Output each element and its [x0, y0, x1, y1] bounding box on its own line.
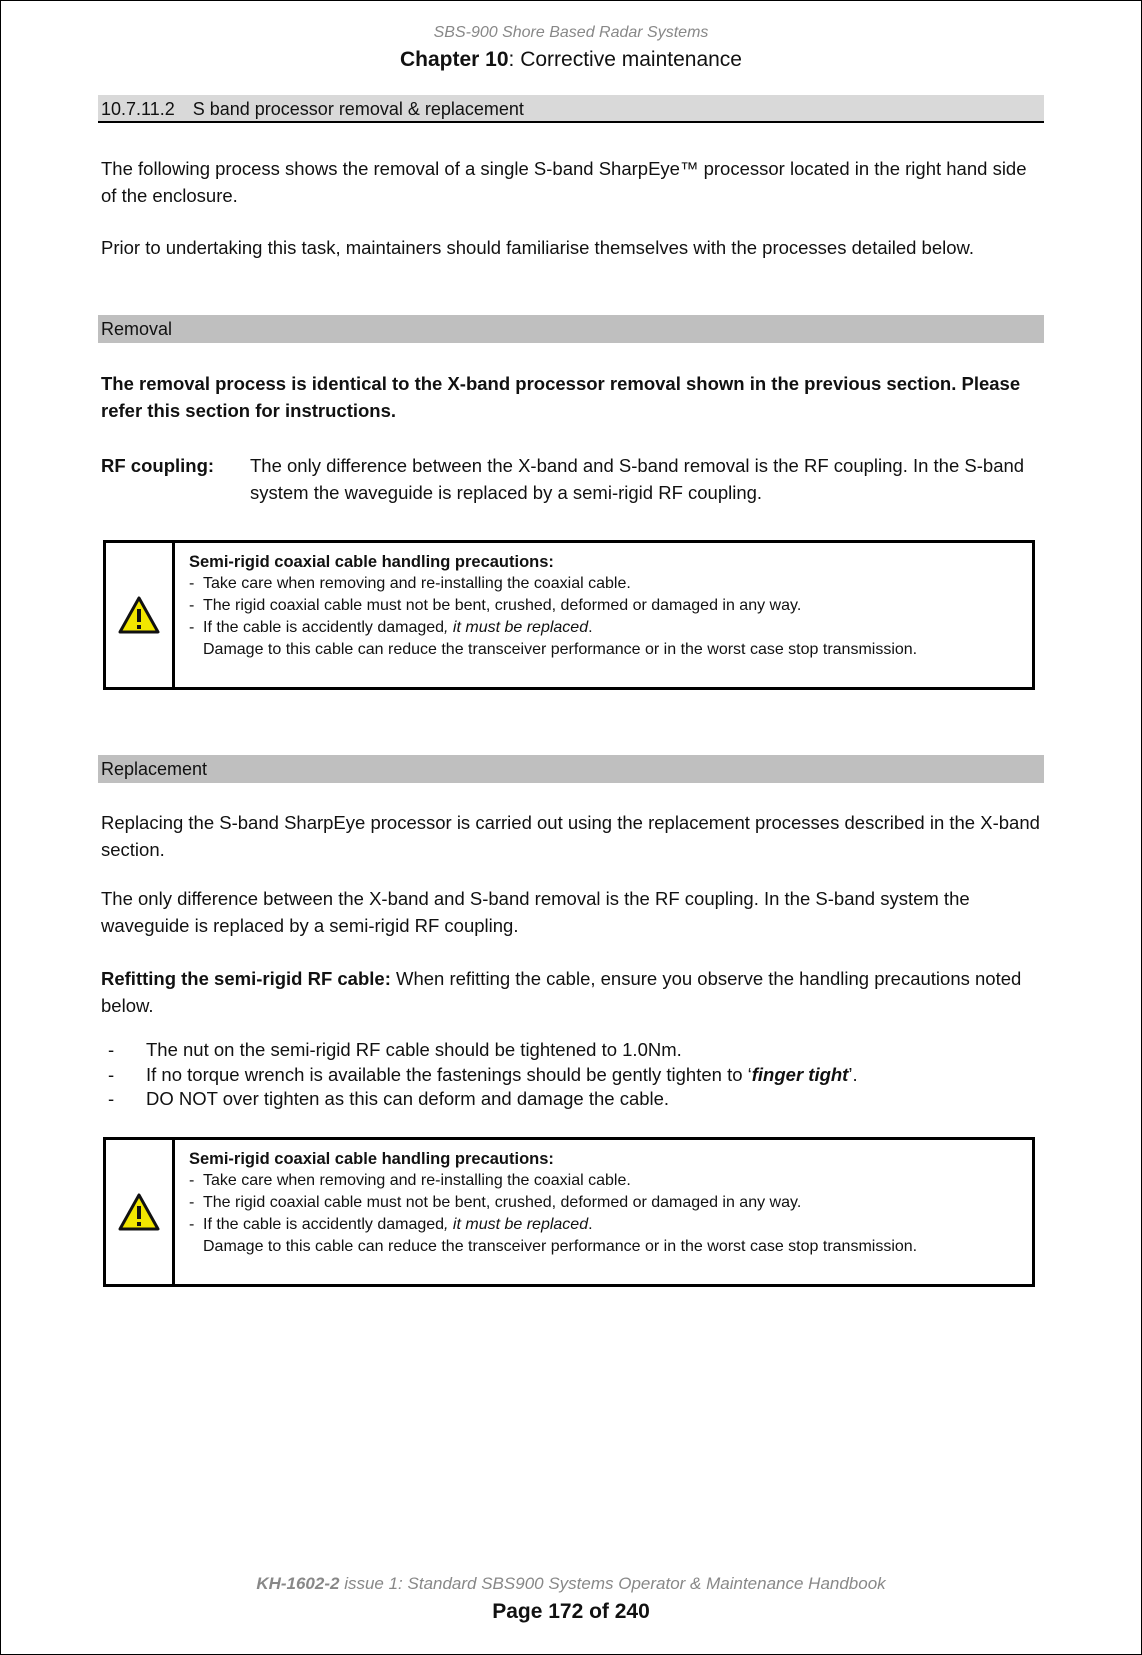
footer-document-info [0, 1574, 1142, 1594]
warning-emphasis: , it must be replaced [444, 619, 589, 636]
section-number: 10.7.11.2 [101, 99, 175, 119]
list-item-text: DO NOT over tighten as this can deform and damage the cable. [146, 1088, 670, 1109]
list-item-text: If no torque wrench is available the fastenings should be gently tighten to ‘ [146, 1063, 752, 1085]
warning-box-removal [103, 540, 1035, 690]
warning-item: If the cable is accidently damaged [203, 619, 445, 636]
bullet-dash: - [189, 597, 195, 614]
list-item [108, 1038, 1038, 1063]
refit-text: When refitting the cable, ensure you observe the handling precautions noted below. [101, 968, 1022, 1016]
list-item [108, 1087, 1038, 1112]
warning-triangle-icon [117, 595, 161, 635]
warning-item-end: . [588, 619, 593, 636]
warning-emphasis: , it must be replaced [444, 1216, 589, 1233]
warning-text [175, 1140, 1032, 1284]
removal-heading: Removal [98, 315, 1044, 343]
bullet-dash: - [189, 575, 195, 592]
bullet-dash: - [189, 1194, 195, 1211]
bullet-dash: - [189, 619, 195, 636]
list-item-end: ’. [848, 1063, 858, 1085]
warning-icon-cell [106, 543, 175, 687]
section-title: S band processor removal & replacement [192, 99, 524, 119]
warning-box-replacement [103, 1137, 1035, 1287]
refit-label: Refitting the semi-rigid RF cable: [101, 968, 391, 989]
intro-paragraph-1: The following process shows the removal of a single S-band SharpEye™ processor located in the right hand side of the enclosure. [101, 158, 1027, 206]
finger-tight-emphasis: finger tight [751, 1063, 849, 1085]
chapter-heading [0, 48, 1142, 72]
warning-note: Damage to this cable can reduce the transceiver performance or in the worst case stop transmission. [203, 641, 918, 658]
refit-paragraph [101, 965, 1041, 1019]
bullet-dash: - [189, 1172, 195, 1189]
warning-title: Semi-rigid coaxial cable handling precautions: [189, 1150, 554, 1168]
footer-doc-title: issue 1: Standard SBS900 Systems Operator & Maintenance Handbook [339, 1574, 886, 1593]
warning-icon-cell [106, 1140, 175, 1284]
list-item [108, 1063, 1038, 1088]
refit-bullet-list [108, 1038, 1038, 1112]
replacement-heading: Replacement [98, 755, 1044, 783]
rf-coupling-label: RF coupling: [101, 455, 215, 476]
intro-paragraph-2: Prior to undertaking this task, maintainers should familiarise themselves with the processes detailed below. [101, 237, 975, 258]
chapter-title: : Corrective maintenance [508, 48, 742, 71]
warning-text [175, 543, 1032, 687]
warning-title: Semi-rigid coaxial cable handling precautions: [189, 553, 554, 571]
warning-item: The rigid coaxial cable must not be bent, crushed, deformed or damaged in any way. [203, 1194, 802, 1211]
rf-coupling-text: The only difference between the X-band and S-band removal is the RF coupling. In the S-band system the waveguide is replaced by a semi-rigid RF coupling. [250, 455, 1025, 503]
warning-item: Take care when removing and re-installing the coaxial cable. [203, 575, 631, 592]
removal-note: The removal process is identical to the X-band processor removal shown in the previous section. Please refer this section for instructions. [101, 373, 1021, 421]
list-item-text: The nut on the semi-rigid RF cable should be tightened to 1.0Nm. [146, 1039, 682, 1060]
replacement-paragraph-2: The only difference between the X-band and S-band removal is the RF coupling. In the S-band system the waveguide is replaced by a semi-rigid RF coupling. [101, 888, 970, 936]
page-number: Page 172 of 240 [492, 1600, 650, 1623]
document-subtitle: SBS-900 Shore Based Radar Systems [433, 24, 709, 41]
footer-doc-id: KH-1602-2 [256, 1574, 340, 1593]
warning-item: Take care when removing and re-installing the coaxial cable. [203, 1172, 631, 1189]
warning-note: Damage to this cable can reduce the transceiver performance or in the worst case stop transmission. [203, 1238, 918, 1255]
bullet-dash: - [189, 1216, 195, 1233]
warning-item-end: . [588, 1216, 593, 1233]
warning-item: If the cable is accidently damaged [203, 1216, 445, 1233]
bullet-dash: - [108, 1063, 115, 1085]
replacement-paragraph-1: Replacing the S-band SharpEye processor is carried out using the replacement processes described in the X-band section. [101, 812, 1040, 860]
bullet-dash: - [108, 1088, 115, 1109]
chapter-label: Chapter 10 [400, 48, 509, 71]
section-heading [98, 95, 1044, 123]
bullet-dash: - [108, 1039, 115, 1060]
warning-triangle-icon [117, 1192, 161, 1232]
warning-item: The rigid coaxial cable must not be bent, crushed, deformed or damaged in any way. [203, 597, 802, 614]
